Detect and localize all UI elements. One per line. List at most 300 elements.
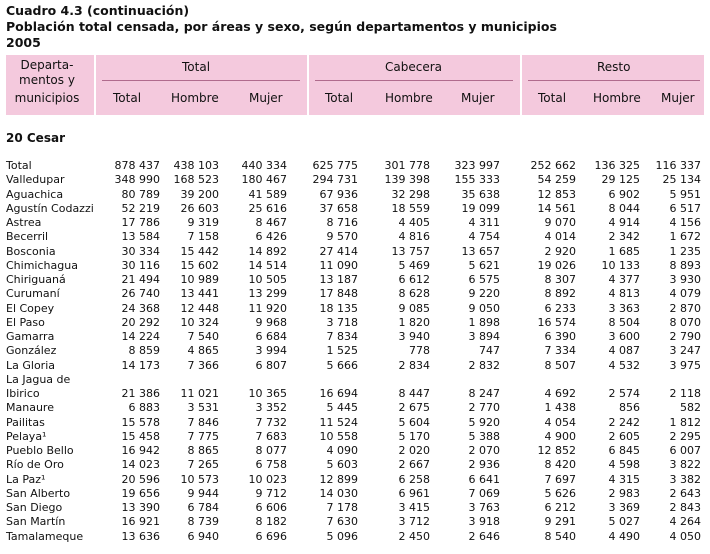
cell-value: 1 525 bbox=[326, 344, 358, 358]
cell-value: 80 789 bbox=[121, 187, 160, 201]
cell-value: 19 656 bbox=[121, 486, 160, 500]
table-row bbox=[0, 373, 710, 387]
cell-value: 5 469 bbox=[398, 258, 430, 272]
cell-value: 6 807 bbox=[255, 358, 287, 372]
table-row bbox=[0, 302, 710, 316]
cell-value: 438 103 bbox=[173, 159, 219, 172]
cell-value: 35 638 bbox=[461, 187, 500, 201]
cell-value: 16 921 bbox=[121, 515, 160, 529]
row-label: La Gloria bbox=[6, 358, 55, 372]
cell-value: 3 894 bbox=[468, 330, 500, 343]
cell-value: 12 899 bbox=[319, 472, 358, 486]
cell-value: 116 337 bbox=[655, 159, 701, 172]
cell-value: 16 694 bbox=[319, 387, 358, 400]
table-row bbox=[0, 245, 710, 259]
cell-value: 8 504 bbox=[608, 315, 640, 329]
row-label: Chiriguaná bbox=[6, 273, 66, 286]
table-row bbox=[0, 173, 710, 187]
cell-value: 17 786 bbox=[121, 216, 160, 229]
cell-value: 8 540 bbox=[544, 529, 576, 543]
cell-value: 2 843 bbox=[669, 501, 701, 514]
cell-value: 3 712 bbox=[398, 515, 430, 529]
cell-value: 440 334 bbox=[241, 159, 287, 172]
cell-value: 8 716 bbox=[326, 216, 358, 229]
cell-value: 7 834 bbox=[326, 330, 358, 343]
cell-value: 6 758 bbox=[255, 458, 287, 472]
cell-value: 19 026 bbox=[537, 258, 576, 272]
cell-value: 8 865 bbox=[187, 444, 219, 457]
cell-value: 2 920 bbox=[544, 244, 576, 258]
cell-value: 7 732 bbox=[255, 415, 287, 429]
cell-value: 8 247 bbox=[468, 387, 500, 400]
cell-value: 155 333 bbox=[454, 173, 500, 187]
header-sub-total: Total bbox=[325, 91, 354, 105]
cell-value: 1 812 bbox=[669, 415, 701, 429]
cell-value: 7 540 bbox=[187, 330, 219, 343]
cell-value: 8 182 bbox=[255, 515, 287, 529]
cell-value: 6 902 bbox=[608, 187, 640, 201]
cell-value: 6 641 bbox=[468, 472, 500, 486]
row-label: San Martín bbox=[6, 515, 66, 529]
cell-value: 3 352 bbox=[255, 401, 287, 415]
cell-value: 6 696 bbox=[255, 529, 287, 543]
cell-value: 2 790 bbox=[669, 330, 701, 343]
cell-value: 10 573 bbox=[180, 472, 219, 486]
cell-value: 32 298 bbox=[391, 187, 430, 201]
cell-value: 9 085 bbox=[398, 301, 430, 315]
cell-value: 2 936 bbox=[468, 458, 500, 472]
cell-value: 10 133 bbox=[601, 258, 640, 272]
cell-value: 4 156 bbox=[669, 216, 701, 229]
cell-value: 4 090 bbox=[326, 444, 358, 457]
cell-value: 4 050 bbox=[669, 529, 701, 543]
row-label: Valledupar bbox=[6, 173, 65, 187]
header-separator bbox=[94, 55, 96, 115]
table-year: 2005 bbox=[6, 35, 41, 50]
cell-value: 6 233 bbox=[544, 301, 576, 315]
table-caption: Cuadro 4.3 (continuación) bbox=[6, 3, 190, 18]
cell-value: 1 235 bbox=[669, 244, 701, 258]
table-row bbox=[0, 359, 710, 373]
table-row bbox=[0, 515, 710, 529]
row-label: La Paz¹ bbox=[6, 472, 46, 486]
cell-value: 3 382 bbox=[669, 472, 701, 486]
cell-value: 5 666 bbox=[326, 358, 358, 372]
cell-value: 3 763 bbox=[468, 501, 500, 514]
cell-value: 8 447 bbox=[398, 387, 430, 400]
cell-value: 5 170 bbox=[398, 429, 430, 443]
cell-value: 5 027 bbox=[608, 515, 640, 529]
row-label: Río de Oro bbox=[6, 458, 64, 472]
cell-value: 2 675 bbox=[398, 401, 430, 415]
header-dept-line2: mentos y bbox=[19, 73, 75, 87]
cell-value: 4 598 bbox=[608, 458, 640, 472]
cell-value: 15 442 bbox=[180, 244, 219, 258]
cell-value: 54 259 bbox=[537, 173, 576, 187]
cell-value: 2 870 bbox=[669, 301, 701, 315]
header-separator bbox=[520, 55, 522, 115]
cell-value: 2 118 bbox=[669, 387, 701, 400]
cell-value: 12 853 bbox=[537, 187, 576, 201]
header-sub-mujer: Mujer bbox=[249, 91, 283, 105]
table-row bbox=[0, 159, 710, 173]
cell-value: 1 820 bbox=[398, 315, 430, 329]
header-group-resto: Resto bbox=[597, 60, 631, 74]
cell-value: 52 219 bbox=[121, 201, 160, 215]
cell-value: 13 636 bbox=[121, 529, 160, 543]
cell-value: 7 846 bbox=[187, 415, 219, 429]
cell-value: 3 975 bbox=[669, 358, 701, 372]
cell-value: 2 646 bbox=[468, 529, 500, 543]
header-sub-total: Total bbox=[538, 91, 567, 105]
cell-value: 3 247 bbox=[669, 344, 701, 358]
cell-value: 7 630 bbox=[326, 515, 358, 529]
cell-value: 6 961 bbox=[398, 486, 430, 500]
header-underline bbox=[528, 80, 700, 81]
cell-value: 8 859 bbox=[128, 344, 160, 358]
cell-value: 747 bbox=[479, 344, 500, 358]
table-row bbox=[0, 316, 710, 330]
cell-value: 6 940 bbox=[187, 529, 219, 543]
cell-value: 8 077 bbox=[255, 444, 287, 457]
cell-value: 15 458 bbox=[121, 429, 160, 443]
cell-value: 1 672 bbox=[669, 230, 701, 244]
cell-value: 6 007 bbox=[669, 444, 701, 457]
cell-value: 5 096 bbox=[326, 529, 358, 543]
cell-value: 5 445 bbox=[326, 401, 358, 415]
cell-value: 10 324 bbox=[180, 315, 219, 329]
cell-value: 29 125 bbox=[601, 173, 640, 187]
cell-value: 3 369 bbox=[608, 501, 640, 514]
header-sub-hombre: Hombre bbox=[171, 91, 219, 105]
cell-value: 2 342 bbox=[608, 230, 640, 244]
row-label: Gamarra bbox=[6, 330, 55, 343]
table-row bbox=[0, 473, 710, 487]
cell-value: 6 845 bbox=[608, 444, 640, 457]
cell-value: 10 989 bbox=[180, 273, 219, 286]
cell-value: 7 334 bbox=[544, 344, 576, 358]
table-row bbox=[0, 202, 710, 216]
header-separator bbox=[307, 55, 309, 115]
cell-value: 4 900 bbox=[544, 429, 576, 443]
cell-value: 4 405 bbox=[398, 216, 430, 229]
cell-value: 5 951 bbox=[669, 187, 701, 201]
cell-value: 3 930 bbox=[669, 273, 701, 286]
cell-value: 5 388 bbox=[468, 429, 500, 443]
cell-value: 3 822 bbox=[669, 458, 701, 472]
cell-value: 4 014 bbox=[544, 230, 576, 244]
row-label: Bosconia bbox=[6, 244, 56, 258]
cell-value: 6 684 bbox=[255, 330, 287, 343]
cell-value: 252 662 bbox=[530, 159, 576, 172]
table-header bbox=[6, 55, 704, 115]
cell-value: 2 450 bbox=[398, 529, 430, 543]
cell-value: 8 307 bbox=[544, 273, 576, 286]
header-group-cabecera: Cabecera bbox=[385, 60, 442, 74]
cell-value: 2 242 bbox=[608, 415, 640, 429]
cell-value: 13 299 bbox=[248, 287, 287, 301]
cell-value: 4 311 bbox=[468, 216, 500, 229]
table-row bbox=[0, 287, 710, 301]
cell-value: 5 920 bbox=[468, 415, 500, 429]
cell-value: 2 983 bbox=[608, 486, 640, 500]
row-label: Total bbox=[6, 159, 32, 172]
header-sub-hombre: Hombre bbox=[385, 91, 433, 105]
cell-value: 14 023 bbox=[121, 458, 160, 472]
row-label: Pueblo Bello bbox=[6, 444, 74, 457]
cell-value: 16 942 bbox=[121, 444, 160, 457]
cell-value: 10 505 bbox=[248, 273, 287, 286]
cell-value: 25 616 bbox=[248, 201, 287, 215]
row-label: Pelaya¹ bbox=[6, 429, 47, 443]
cell-value: 14 561 bbox=[537, 201, 576, 215]
cell-value: 323 997 bbox=[454, 159, 500, 172]
cell-value: 21 386 bbox=[121, 387, 160, 400]
cell-value: 4 079 bbox=[669, 287, 701, 301]
cell-value: 7 775 bbox=[187, 429, 219, 443]
cell-value: 8 420 bbox=[544, 458, 576, 472]
cell-value: 37 658 bbox=[319, 201, 358, 215]
cell-value: 30 334 bbox=[121, 244, 160, 258]
cell-value: 7 265 bbox=[187, 458, 219, 472]
cell-value: 10 558 bbox=[319, 429, 358, 443]
table-row bbox=[0, 487, 710, 501]
cell-value: 7 178 bbox=[326, 501, 358, 514]
cell-value: 3 918 bbox=[468, 515, 500, 529]
cell-value: 7 697 bbox=[544, 472, 576, 486]
cell-value: 14 892 bbox=[248, 244, 287, 258]
cell-value: 6 517 bbox=[669, 201, 701, 215]
cell-value: 2 020 bbox=[398, 444, 430, 457]
cell-value: 6 258 bbox=[398, 472, 430, 486]
cell-value: 25 134 bbox=[662, 173, 701, 187]
row-label: Aguachica bbox=[6, 187, 64, 201]
cell-value: 3 600 bbox=[608, 330, 640, 343]
cell-value: 4 377 bbox=[608, 273, 640, 286]
cell-value: 9 968 bbox=[255, 315, 287, 329]
cell-value: 8 628 bbox=[398, 287, 430, 301]
cell-value: 5 621 bbox=[468, 258, 500, 272]
cell-value: 11 021 bbox=[180, 387, 219, 400]
cell-value: 8 893 bbox=[669, 258, 701, 272]
cell-value: 6 426 bbox=[255, 230, 287, 244]
cell-value: 9 944 bbox=[187, 486, 219, 500]
cell-value: 5 604 bbox=[398, 415, 430, 429]
row-label: El Copey bbox=[6, 301, 55, 315]
cell-value: 3 531 bbox=[187, 401, 219, 415]
cell-value: 7 069 bbox=[468, 486, 500, 500]
cell-value: 3 718 bbox=[326, 315, 358, 329]
cell-value: 9 050 bbox=[468, 301, 500, 315]
cell-value: 1 898 bbox=[468, 315, 500, 329]
cell-value: 2 834 bbox=[398, 358, 430, 372]
table-row bbox=[0, 387, 710, 401]
cell-value: 1 438 bbox=[544, 401, 576, 415]
header-dept-line1: Departa- bbox=[20, 58, 74, 72]
cell-value: 5 603 bbox=[326, 458, 358, 472]
cell-value: 21 494 bbox=[121, 273, 160, 286]
row-label: El Paso bbox=[6, 315, 45, 329]
row-label: Chimichagua bbox=[6, 258, 78, 272]
cell-value: 2 070 bbox=[468, 444, 500, 457]
cell-value: 856 bbox=[619, 401, 640, 415]
cell-value: 3 994 bbox=[255, 344, 287, 358]
cell-value: 1 685 bbox=[608, 244, 640, 258]
cell-value: 2 770 bbox=[468, 401, 500, 415]
cell-value: 30 116 bbox=[121, 258, 160, 272]
cell-value: 5 626 bbox=[544, 486, 576, 500]
header-sub-mujer: Mujer bbox=[661, 91, 695, 105]
cell-value: 4 754 bbox=[468, 230, 500, 244]
cell-value: 39 200 bbox=[180, 187, 219, 201]
cell-value: 4 813 bbox=[608, 287, 640, 301]
table-row bbox=[0, 416, 710, 430]
cell-value: 10 023 bbox=[248, 472, 287, 486]
cell-value: 4 490 bbox=[608, 529, 640, 543]
cell-value: 168 523 bbox=[173, 173, 219, 187]
cell-value: 8 044 bbox=[608, 201, 640, 215]
cell-value: 3 940 bbox=[398, 330, 430, 343]
table-row bbox=[0, 230, 710, 244]
cell-value: 24 368 bbox=[121, 301, 160, 315]
row-label: Tamalameque bbox=[6, 529, 84, 543]
cell-value: 18 135 bbox=[319, 301, 358, 315]
cell-value: 26 740 bbox=[121, 287, 160, 301]
cell-value: 8 507 bbox=[544, 358, 576, 372]
cell-value: 15 602 bbox=[180, 258, 219, 272]
cell-value: 6 606 bbox=[255, 501, 287, 514]
cell-value: 2 643 bbox=[669, 486, 701, 500]
cell-value: 13 187 bbox=[319, 273, 358, 286]
row-label: González bbox=[6, 344, 57, 358]
cell-value: 4 532 bbox=[608, 358, 640, 372]
cell-value: 13 657 bbox=[461, 244, 500, 258]
cell-value: 4 087 bbox=[608, 344, 640, 358]
cell-value: 8 892 bbox=[544, 287, 576, 301]
cell-value: 9 291 bbox=[544, 515, 576, 529]
cell-value: 6 612 bbox=[398, 273, 430, 286]
header-underline bbox=[315, 80, 513, 81]
cell-value: 8 739 bbox=[187, 515, 219, 529]
cell-value: 7 366 bbox=[187, 358, 219, 372]
cell-value: 41 589 bbox=[248, 187, 287, 201]
cell-value: 180 467 bbox=[241, 173, 287, 187]
cell-value: 4 914 bbox=[608, 216, 640, 229]
cell-value: 625 775 bbox=[312, 159, 358, 172]
row-label: Astrea bbox=[6, 216, 42, 229]
cell-value: 6 390 bbox=[544, 330, 576, 343]
table-row bbox=[0, 501, 710, 515]
cell-value: 14 030 bbox=[319, 486, 358, 500]
cell-value: 9 220 bbox=[468, 287, 500, 301]
cell-value: 6 883 bbox=[128, 401, 160, 415]
cell-value: 20 596 bbox=[121, 472, 160, 486]
cell-value: 8 070 bbox=[669, 315, 701, 329]
cell-value: 14 173 bbox=[121, 358, 160, 372]
cell-value: 2 832 bbox=[468, 358, 500, 372]
cell-value: 18 559 bbox=[391, 201, 430, 215]
table-row bbox=[0, 216, 710, 230]
cell-value: 15 578 bbox=[121, 415, 160, 429]
cell-value: 7 158 bbox=[187, 230, 219, 244]
cell-value: 9 712 bbox=[255, 486, 287, 500]
row-label: San Alberto bbox=[6, 486, 71, 500]
cell-value: 14 514 bbox=[248, 258, 287, 272]
cell-value: 4 264 bbox=[669, 515, 701, 529]
cell-value: 4 816 bbox=[398, 230, 430, 244]
cell-value: 3 363 bbox=[608, 301, 640, 315]
cell-value: 19 099 bbox=[461, 201, 500, 215]
cell-value: 13 441 bbox=[180, 287, 219, 301]
table-row bbox=[0, 273, 710, 287]
cell-value: 11 920 bbox=[248, 301, 287, 315]
cell-value: 2 667 bbox=[398, 458, 430, 472]
cell-value: 4 315 bbox=[608, 472, 640, 486]
cell-value: 294 731 bbox=[312, 173, 358, 187]
cell-value: 4 054 bbox=[544, 415, 576, 429]
cell-value: 12 852 bbox=[537, 444, 576, 457]
table-row bbox=[0, 188, 710, 202]
cell-value: 301 778 bbox=[384, 159, 430, 172]
header-group-total: Total bbox=[182, 60, 211, 74]
row-label: Becerril bbox=[6, 230, 49, 244]
header-sub-total: Total bbox=[113, 91, 142, 105]
table-row bbox=[0, 259, 710, 273]
cell-value: 12 448 bbox=[180, 301, 219, 315]
header-sub-mujer: Mujer bbox=[461, 91, 495, 105]
cell-value: 6 575 bbox=[468, 273, 500, 286]
cell-value: 778 bbox=[409, 344, 430, 358]
cell-value: 16 574 bbox=[537, 315, 576, 329]
cell-value: 6 784 bbox=[187, 501, 219, 514]
table-row bbox=[0, 330, 710, 344]
row-label: La Jagua de bbox=[6, 372, 71, 386]
cell-value: 26 603 bbox=[180, 201, 219, 215]
table-row bbox=[0, 444, 710, 458]
header-underline bbox=[102, 80, 300, 81]
cell-value: 27 414 bbox=[319, 244, 358, 258]
cell-value: 13 584 bbox=[121, 230, 160, 244]
table-row bbox=[0, 458, 710, 472]
cell-value: 139 398 bbox=[384, 173, 430, 187]
cell-value: 4 865 bbox=[187, 344, 219, 358]
table-row bbox=[0, 430, 710, 444]
cell-value: 4 692 bbox=[544, 387, 576, 400]
row-label: Ibirico bbox=[6, 387, 40, 400]
row-label: Pailitas bbox=[6, 415, 45, 429]
cell-value: 17 848 bbox=[319, 287, 358, 301]
cell-value: 348 990 bbox=[114, 173, 160, 187]
cell-value: 6 212 bbox=[544, 501, 576, 514]
cell-value: 10 365 bbox=[248, 387, 287, 400]
cell-value: 13 390 bbox=[121, 501, 160, 514]
cell-value: 7 683 bbox=[255, 429, 287, 443]
row-label: Curumaní bbox=[6, 287, 60, 301]
cell-value: 2 574 bbox=[608, 387, 640, 400]
table-title: Población total censada, por áreas y sexo, según departamentos y municipios bbox=[6, 19, 557, 34]
cell-value: 136 325 bbox=[594, 159, 640, 172]
cell-value: 13 757 bbox=[391, 244, 430, 258]
cell-value: 67 936 bbox=[319, 187, 358, 201]
cell-value: 9 570 bbox=[326, 230, 358, 244]
cell-value: 11 524 bbox=[319, 415, 358, 429]
cell-value: 582 bbox=[680, 401, 701, 415]
cell-value: 2 605 bbox=[608, 429, 640, 443]
cell-value: 9 070 bbox=[544, 216, 576, 229]
table-row bbox=[0, 530, 710, 544]
cell-value: 2 295 bbox=[669, 429, 701, 443]
cell-value: 20 292 bbox=[121, 315, 160, 329]
